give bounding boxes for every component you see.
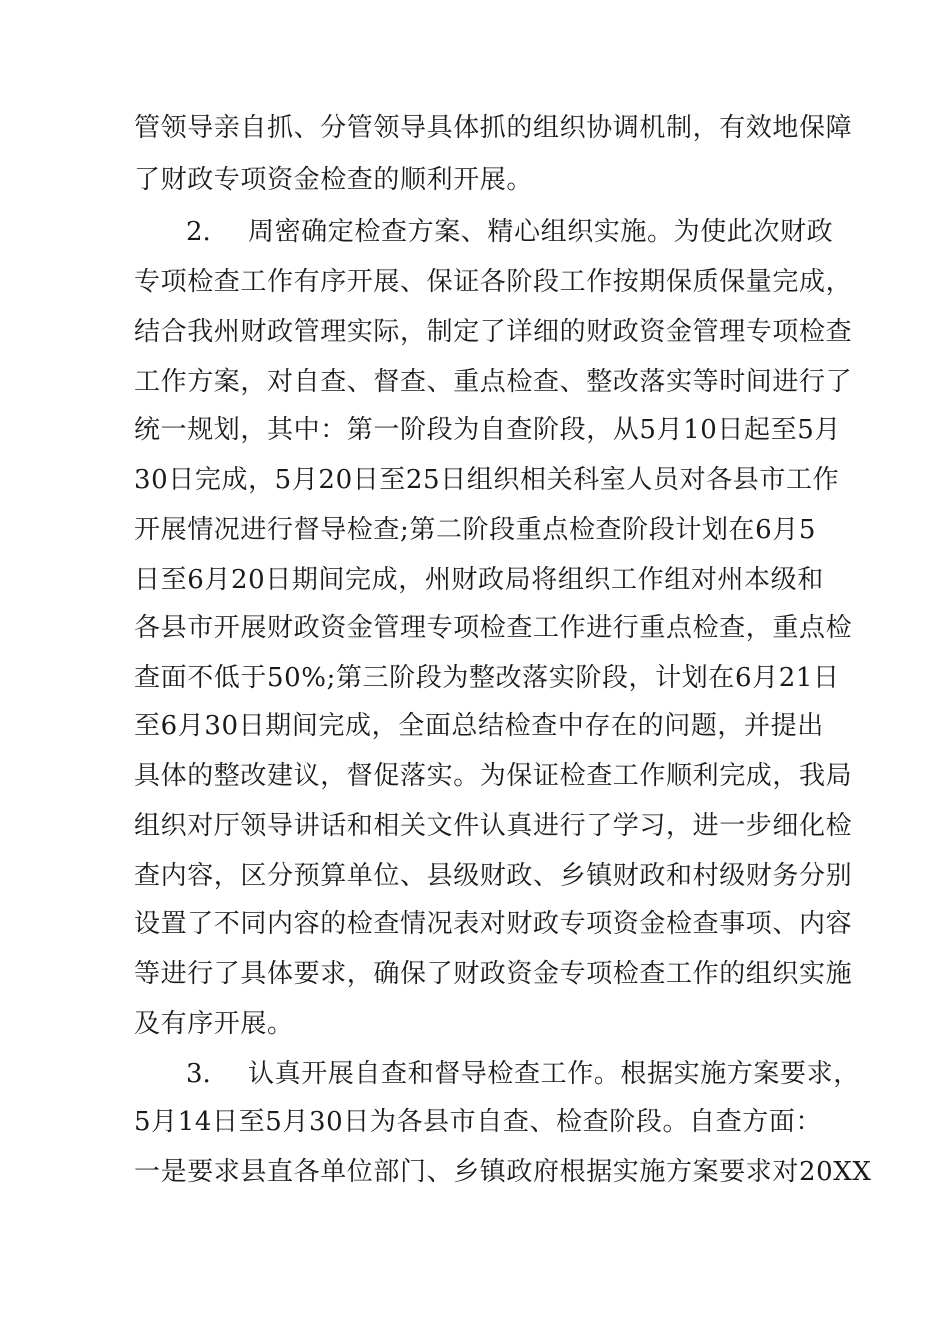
paragraph-line: 开展情况进行督导检查;第二阶段重点检查阶段计划在6月5 xyxy=(134,515,817,545)
list-item-heading: 周密确定检查方案、精心组织实施。为使此次财政 xyxy=(248,217,834,247)
paragraph-line: 管领导亲自抓、分管领导具体抓的组织协调机制，有效地保障 xyxy=(134,113,853,143)
paragraph-line: 组织对厅领导讲话和相关文件认真进行了学习，进一步细化检 xyxy=(134,811,853,841)
paragraph-line: 查内容，区分预算单位、县级财政、乡镇财政和村级财务分别 xyxy=(134,861,853,891)
paragraph-line: 工作方案，对自查、督查、重点检查、整改落实等时间进行了 xyxy=(134,367,853,397)
paragraph-line: 等进行了具体要求，确保了财政资金专项检查工作的组织实施 xyxy=(134,959,853,989)
paragraph-line: 日至6月20日期间完成，州财政局将组织工作组对州本级和 xyxy=(134,565,824,595)
paragraph-line: 查面不低于50%;第三阶段为整改落实阶段，计划在6月21日 xyxy=(134,663,840,693)
paragraph-line: 及有序开展。 xyxy=(134,1009,294,1039)
paragraph-line: 专项检查工作有序开展、保证各阶段工作按期保质保量完成， xyxy=(134,267,853,297)
paragraph-line: 统一规划，其中：第一阶段为自查阶段，从5月10日起至5月 xyxy=(134,415,841,445)
list-item-heading: 认真开展自查和督导检查工作。根据实施方案要求， xyxy=(248,1059,860,1089)
paragraph-line: 各县市开展财政资金管理专项检查工作进行重点检查，重点检 xyxy=(134,613,853,643)
paragraph-line: 具体的整改建议，督促落实。为保证检查工作顺利完成，我局 xyxy=(134,761,853,791)
paragraph-line: 一是要求县直各单位部门、乡镇政府根据实施方案要求对20XX xyxy=(134,1157,872,1187)
list-item-number: 2. xyxy=(186,217,211,247)
paragraph-line: 结合我州财政管理实际，制定了详细的财政资金管理专项检查 xyxy=(134,317,853,347)
paragraph-line: 至6月30日期间完成，全面总结检查中存在的问题，并提出 xyxy=(134,711,824,741)
list-item-number: 3. xyxy=(186,1059,211,1089)
paragraph-line: 了财政专项资金检查的顺利开展。 xyxy=(134,165,534,195)
paragraph-line: 5月14日至5月30日为各县市自查、检查阶段。自查方面： xyxy=(134,1107,823,1137)
paragraph-line: 设置了不同内容的检查情况表对财政专项资金检查事项、内容 xyxy=(134,909,853,939)
paragraph-line: 30日完成，5月20日至25日组织相关科室人员对各县市工作 xyxy=(134,465,840,495)
